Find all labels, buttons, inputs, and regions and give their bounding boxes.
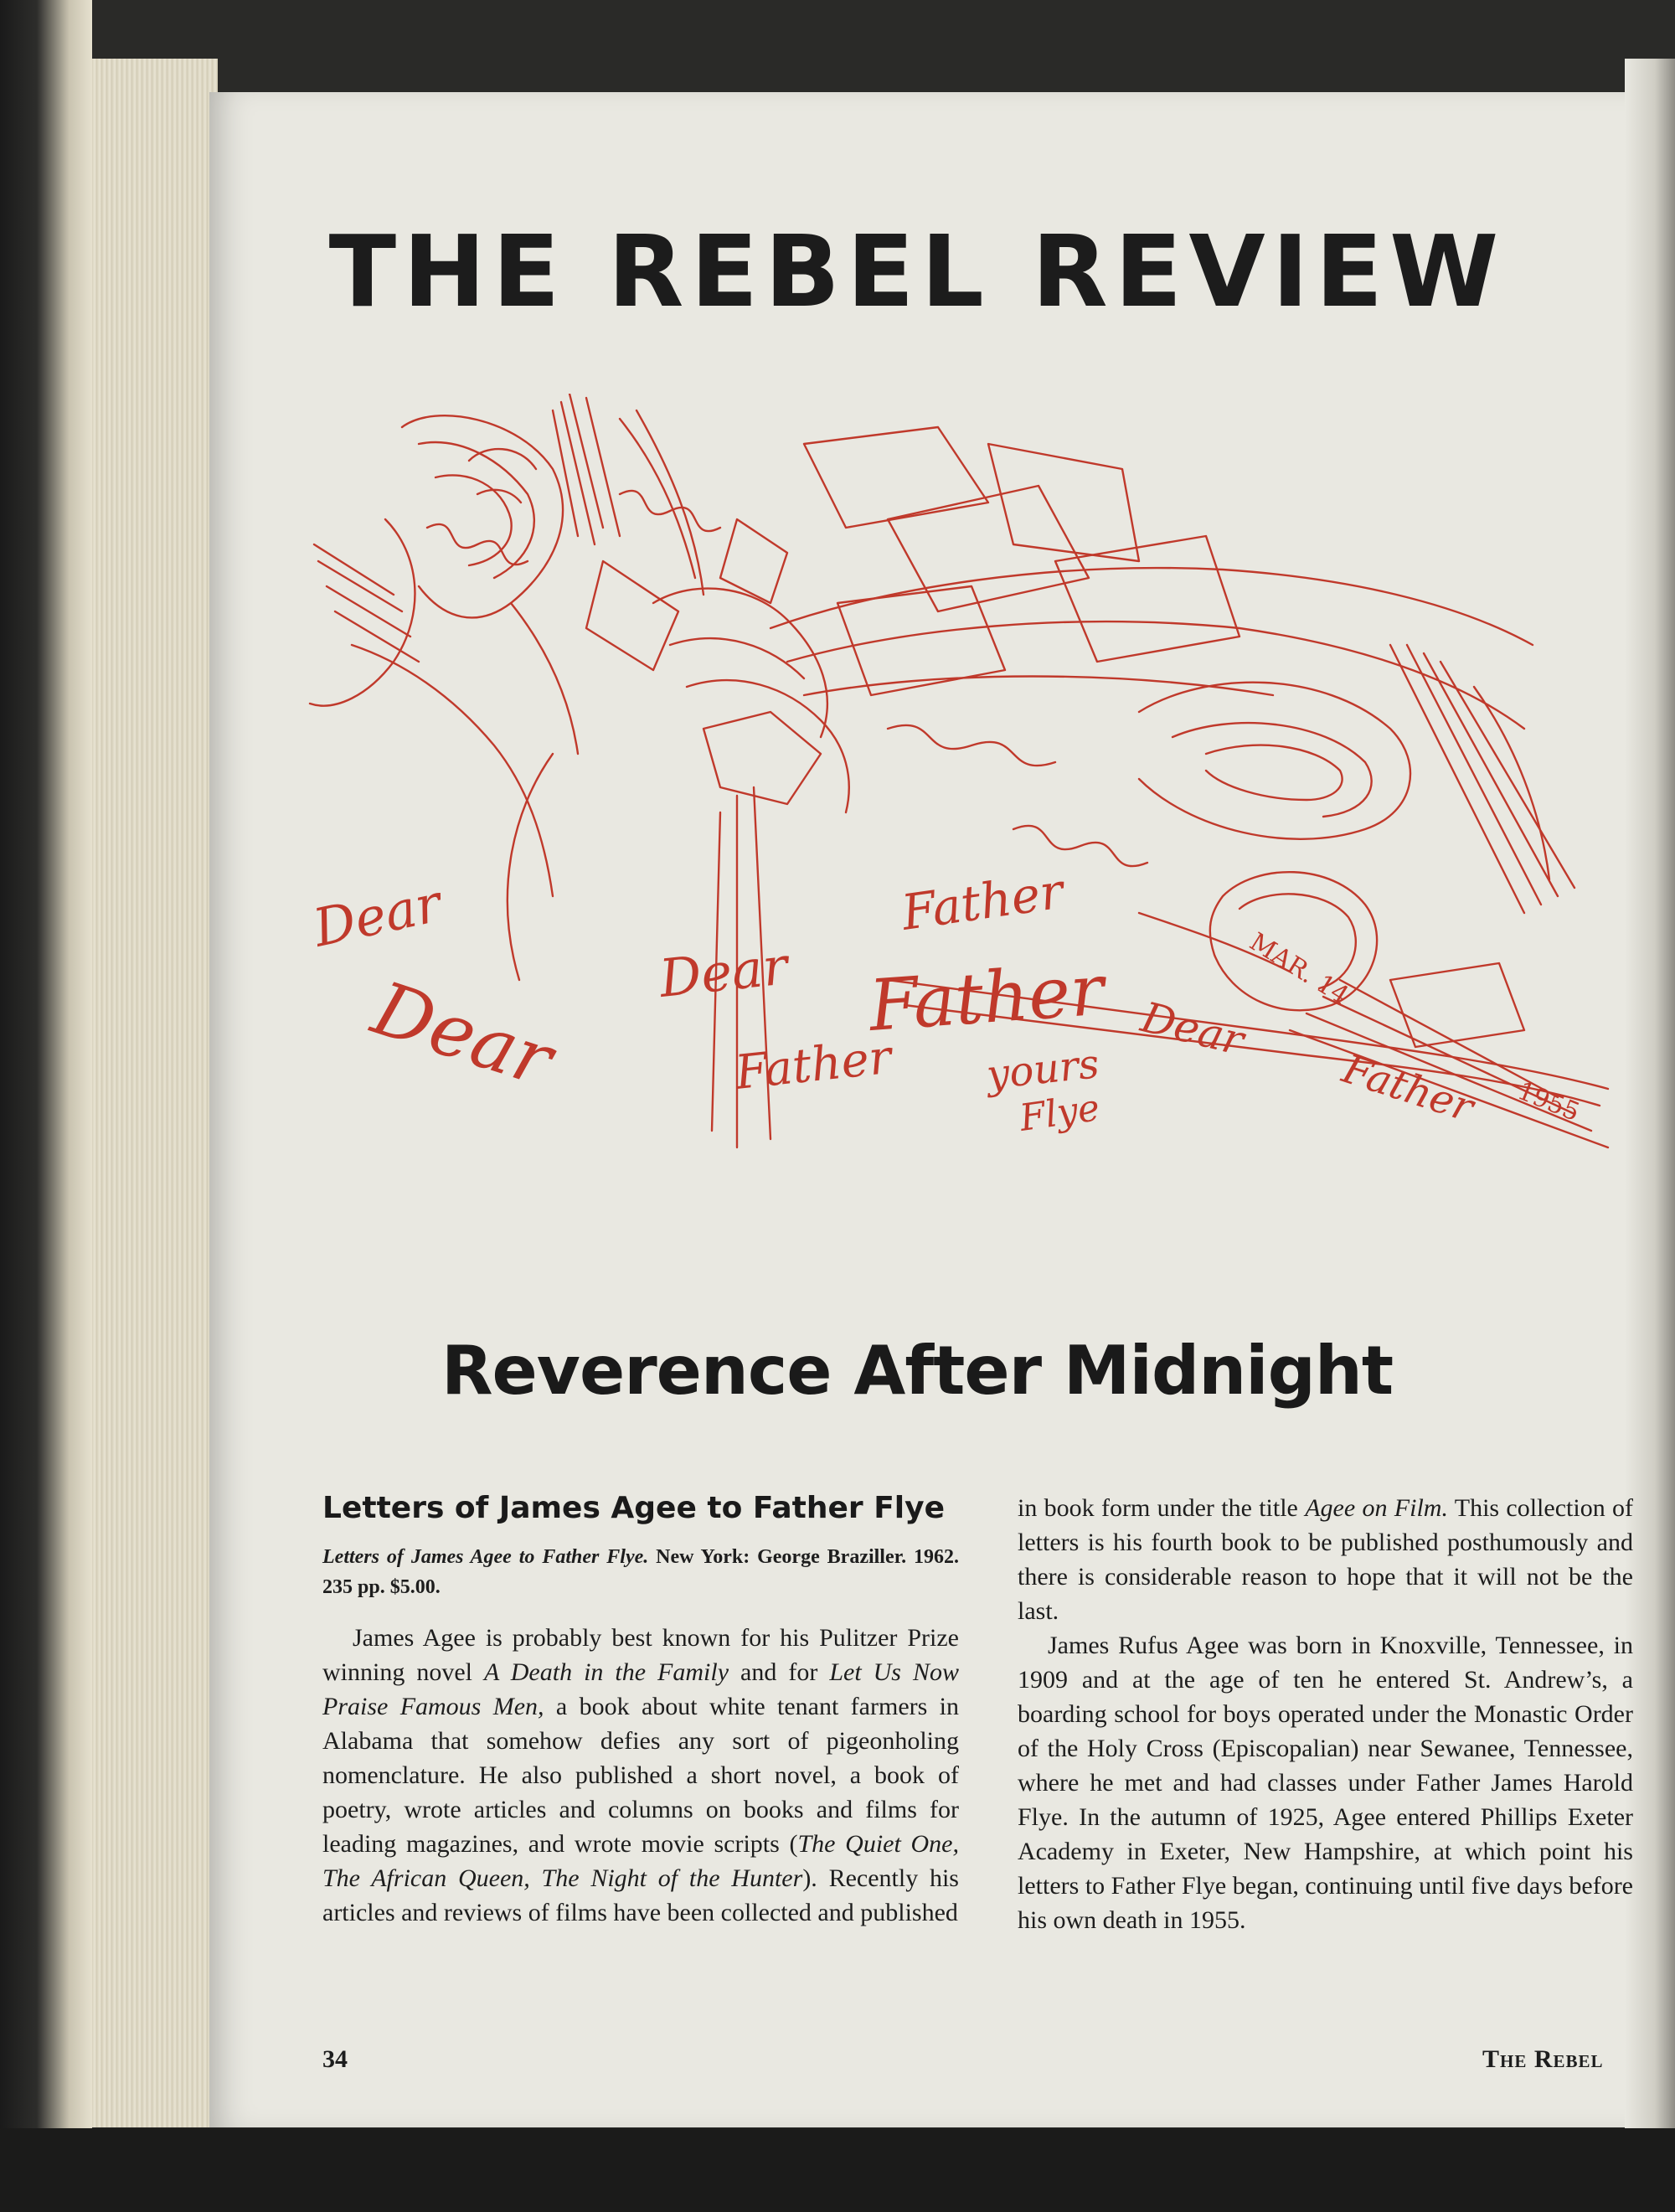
handwriting-dear-2: Dear — [363, 965, 563, 1104]
text-run: James Agee is probably best known for his Pulitzer Prize winning novel — [322, 1624, 959, 1686]
book-title-ref: Let Us Now Praise Famous Men, — [322, 1658, 959, 1720]
article-column-right — [1018, 1491, 1633, 1937]
article-paragraph — [322, 1621, 959, 1930]
text-run: ). Recently his articles and reviews of films have been collected and published — [322, 1864, 959, 1926]
book-title-ref: A Death in the Family — [483, 1658, 729, 1686]
book-binding-edge — [0, 0, 92, 2212]
article-column-left — [322, 1491, 959, 1930]
handwriting-dear-1: Dear — [307, 872, 446, 959]
article-paragraph — [1018, 1491, 1633, 1628]
handwriting-dear-3: Dear — [656, 935, 791, 1009]
postmark-year: 1955 — [1513, 1075, 1584, 1128]
text-run: in book form under the title — [1018, 1494, 1306, 1522]
text-run: and for — [729, 1658, 830, 1686]
article-title: Reverence After Midnight — [441, 1332, 1394, 1410]
sketch-handwriting — [307, 862, 1584, 1140]
film-titles-ref: The Quiet One, The African Queen, The Night of the Hunter — [322, 1830, 959, 1892]
article-paragraph: James Rufus Agee was born in Knoxville, Tennessee, in 1909 and at the age of ten he entered St. Andrew’s, a boarding school for boys operated under the Monastic Order of the Holy Cross (Episcopalian) near Sewanee, Tennessee, where he met and had classes under Father James Harold Flye. In the autumn of 1925, Agee entered Phillips Exeter Academy in Exeter, New Hampshire, at which point his letters to Father Flye began, continuing until five days before his own death in 1955. — [1018, 1632, 1633, 1934]
handwriting-father-1: Father — [898, 862, 1067, 941]
handwriting-dear-4: Dear — [1136, 993, 1249, 1065]
book-title-ref: Agee on Film. — [1305, 1494, 1448, 1522]
text-run: This collection of letters is his fourth book to be published posthumously and there is considerable reason to hope that it will not be the last. — [1018, 1494, 1634, 1625]
page-stack-edge — [92, 59, 218, 2127]
book-citation — [322, 1542, 959, 1602]
handwriting-father-4: Father — [1337, 1045, 1479, 1132]
handwriting-father-2: Father — [866, 948, 1107, 1047]
handwriting-yours: yours — [984, 1040, 1102, 1099]
citation-details: New York: George Braziller. 1962. 235 pp. $5.00. — [322, 1546, 959, 1598]
page-number: 34 — [322, 2045, 348, 2073]
running-footer-title: The Rebel — [1482, 2045, 1604, 2073]
masthead-title: THE REBEL REVIEW — [328, 214, 1506, 329]
text-run: a book about white tenant farmers in Alabama that somehow defies any sort of pigeonholing nomenclature. He also published a short novel, a book of poetry, wrote articles and columns on books and films for leading magazines, and wrote movie scripts ( — [322, 1693, 959, 1858]
handwriting-father-3: Father — [732, 1029, 894, 1101]
postmark-date: MAR. 14 — [1244, 927, 1354, 1011]
review-heading: Letters of James Agee to Father Flye — [322, 1491, 946, 1525]
background-surface — [0, 2128, 1675, 2212]
red-ink-sketch-illustration — [302, 394, 1625, 1298]
citation-title: Letters of James Agee to Father Flye. — [322, 1546, 649, 1568]
handwriting-flye: Flye — [1017, 1086, 1103, 1140]
